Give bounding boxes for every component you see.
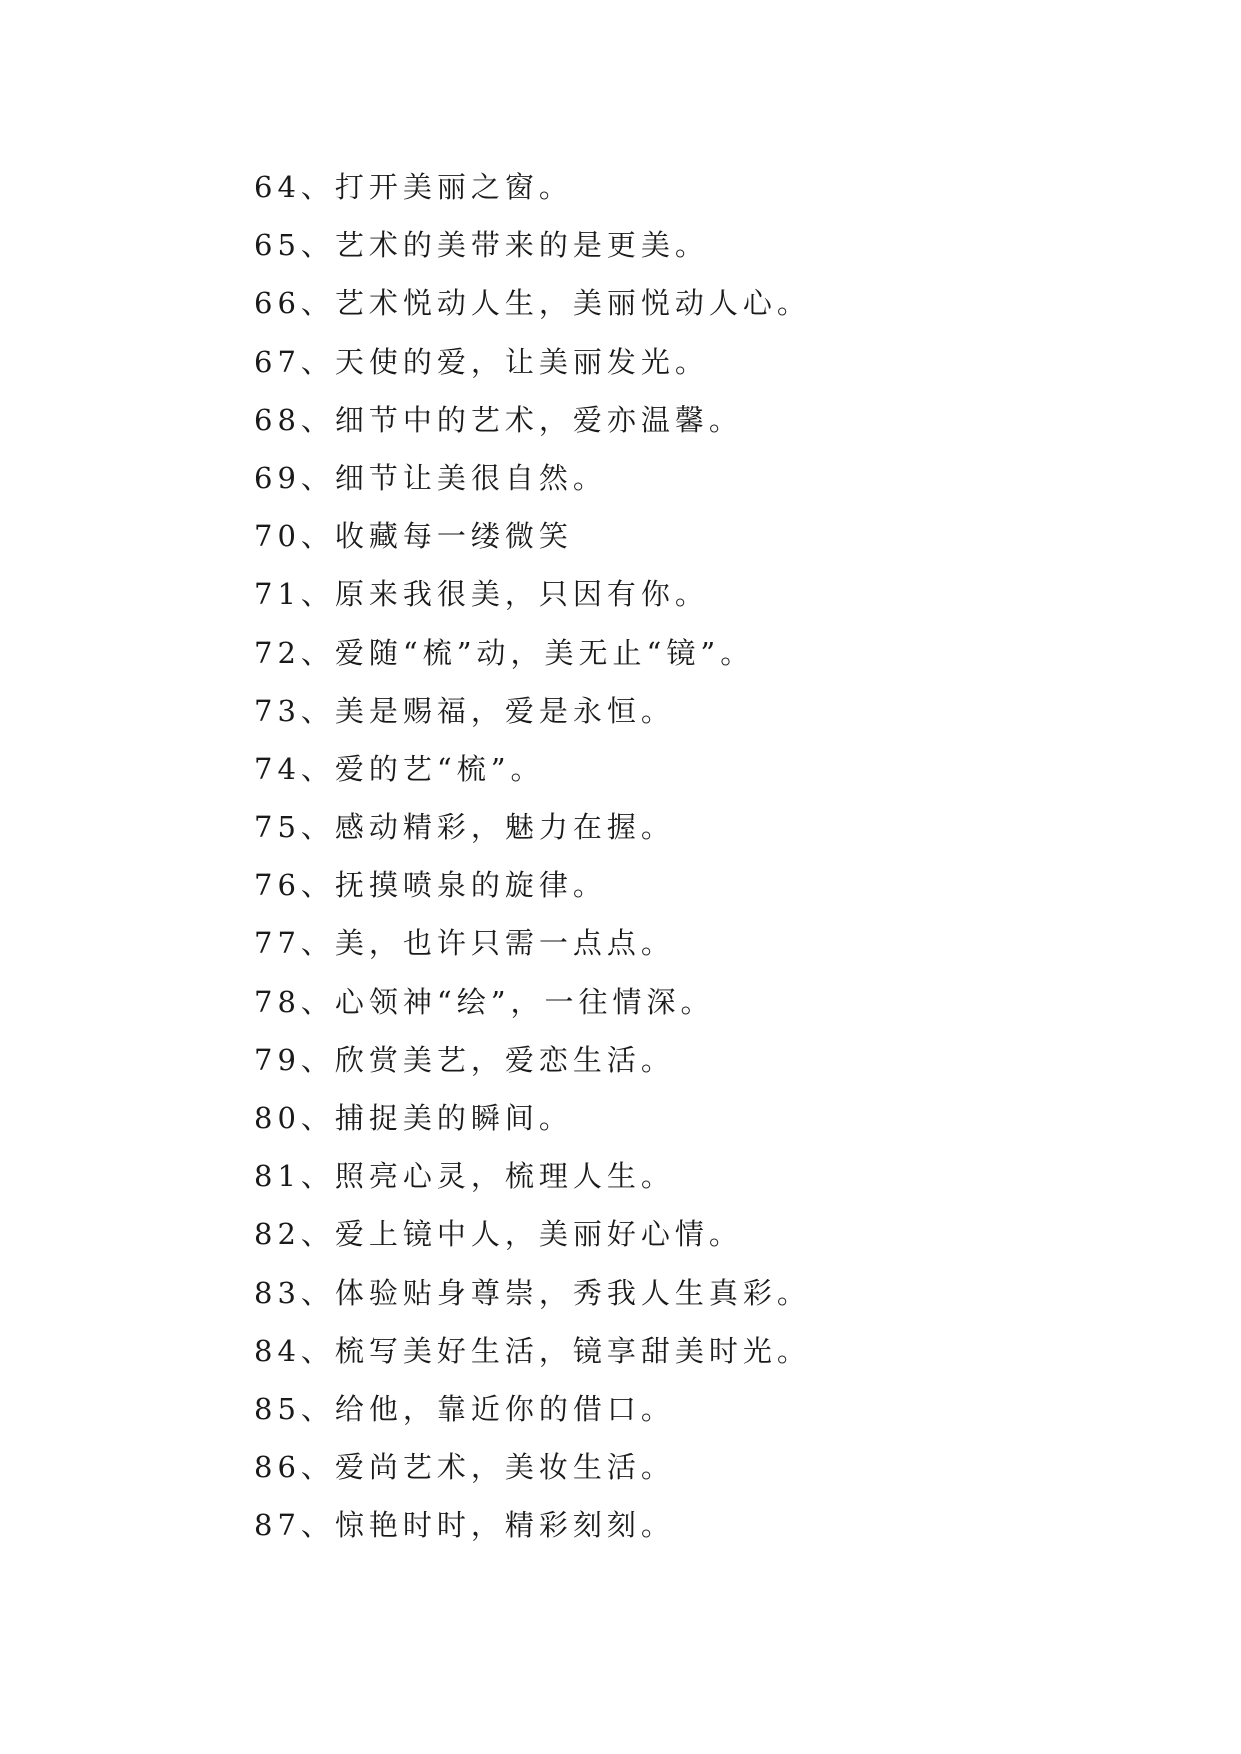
- list-item: 80、捕捉美的瞬间。: [254, 1101, 573, 1135]
- list-item: 81、照亮心灵，梳理人生。: [254, 1159, 675, 1194]
- list-item: 65、艺术的美带来的是更美。: [254, 228, 709, 263]
- list-item: 85、给他，靠近你的借口。: [254, 1391, 675, 1426]
- list-item: 77、美，也许只需一点点。: [254, 926, 675, 961]
- list-item: 69、细节让美很自然。: [254, 460, 607, 495]
- slogan-list: [254, 158, 811, 1555]
- list-item: 76、抚摸喷泉的旋律。: [254, 868, 607, 903]
- list-item: 79、欣赏美艺，爱恋生活。: [254, 1042, 675, 1077]
- list-item: 73、美是赐福，爱是永恒。: [254, 693, 675, 728]
- list-item: 86、爱尚艺术，美妆生活。: [254, 1450, 675, 1485]
- list-item: 83、体验贴身尊崇，秀我人生真彩。: [254, 1275, 811, 1310]
- list-item: 78、心领神“绘”，一往情深。: [254, 984, 715, 1019]
- list-item: 67、天使的爱，让美丽发光。: [254, 344, 709, 379]
- list-item: 66、艺术悦动人生，美丽悦动人心。: [254, 286, 811, 321]
- list-item: 74、爱的艺“梳”。: [254, 751, 545, 786]
- list-item: 87、惊艳时时，精彩刻刻。: [254, 1508, 675, 1543]
- list-item: 68、细节中的艺术，爱亦温馨。: [254, 402, 743, 437]
- list-item: 75、感动精彩，魅力在握。: [254, 810, 675, 845]
- list-item: 70、收藏每一缕微笑: [254, 519, 573, 554]
- list-item: 72、爱随“梳”动，美无止“镜”。: [254, 635, 755, 670]
- list-item: 64、打开美丽之窗。: [254, 170, 573, 204]
- list-item: 71、原来我很美，只因有你。: [254, 577, 709, 612]
- list-item: 84、梳写美好生活，镜享甜美时光。: [254, 1333, 811, 1368]
- list-item: 82、爱上镜中人，美丽好心情。: [254, 1217, 743, 1252]
